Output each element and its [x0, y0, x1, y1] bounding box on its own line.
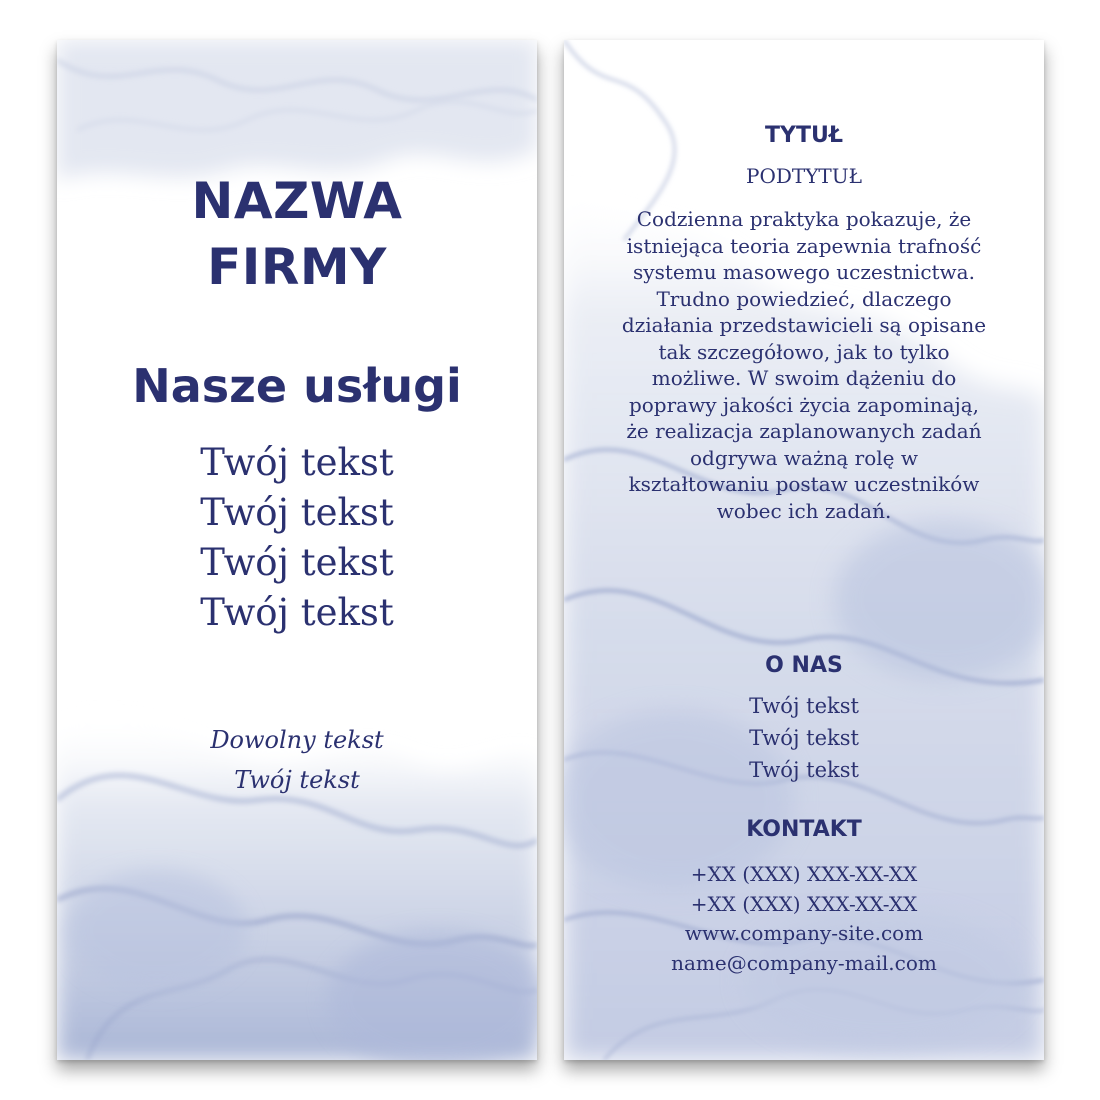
- contact-website: www.company-site.com: [684, 921, 924, 945]
- front-content: [57, 40, 537, 1060]
- service-item: Twój tekst: [200, 541, 394, 584]
- contact-heading: KONTAKT: [746, 817, 862, 842]
- back-content: [564, 40, 1044, 1060]
- back-subtitle: PODTYTUŁ: [745, 164, 862, 188]
- about-item: Twój tekst: [749, 694, 859, 718]
- service-item: Twój tekst: [200, 491, 394, 534]
- paragraph-line: systemu masowego uczestnictwa.: [633, 260, 975, 284]
- about-list: [564, 690, 1044, 786]
- paragraph-line: kształtowaniu postaw uczestników: [628, 472, 980, 496]
- paragraph-line: tak szczegółowo, jak to tylko: [658, 339, 950, 364]
- paragraph-line: działania przedstawicieli są opisane: [621, 313, 987, 337]
- paragraph-line: odgrywa ważną rolę w: [690, 445, 918, 470]
- company-name-line1: NAZWA: [191, 172, 403, 230]
- contact-email: name@company-mail.com: [671, 950, 937, 975]
- services-title: Nasze usługi: [132, 359, 462, 413]
- services-list: [57, 438, 537, 638]
- italic-line-1: Dowolny tekst: [210, 726, 384, 754]
- contact-phone-2: +XX (XXX) XXX-XX-XX: [690, 891, 918, 916]
- company-name: [57, 168, 537, 300]
- paragraph-line: Trudno powiedzieć, dlaczego: [656, 286, 952, 311]
- paragraph-line: wobec ich zadań.: [716, 498, 892, 523]
- about-item: Twój tekst: [749, 758, 859, 782]
- contact-list: [564, 860, 1044, 978]
- flyer-front: [57, 40, 537, 1060]
- paragraph-line: że realizacja zaplanowanych zadań: [626, 419, 982, 443]
- service-item: Twój tekst: [200, 591, 394, 634]
- service-item: Twój tekst: [200, 441, 394, 484]
- about-item: Twój tekst: [749, 726, 859, 750]
- flyer-back: [564, 40, 1044, 1060]
- paragraph-line: poprawy jakości życia zapominają,: [628, 392, 980, 417]
- paragraph-line: Codzienna praktyka pokazuje, że: [636, 207, 972, 231]
- front-italic-text: [57, 720, 537, 800]
- paragraph-line: możliwe. W swoim dążeniu do: [651, 366, 957, 390]
- back-paragraph: [594, 206, 1014, 524]
- about-heading: O NAS: [765, 653, 843, 678]
- paragraph-line: istniejąca teoria zapewnia trafność: [626, 233, 982, 258]
- contact-phone-1: +XX (XXX) XXX-XX-XX: [690, 862, 918, 886]
- back-title: TYTUŁ: [765, 123, 843, 148]
- italic-line-2: Twój tekst: [234, 766, 360, 794]
- company-name-line2: FIRMY: [207, 238, 387, 296]
